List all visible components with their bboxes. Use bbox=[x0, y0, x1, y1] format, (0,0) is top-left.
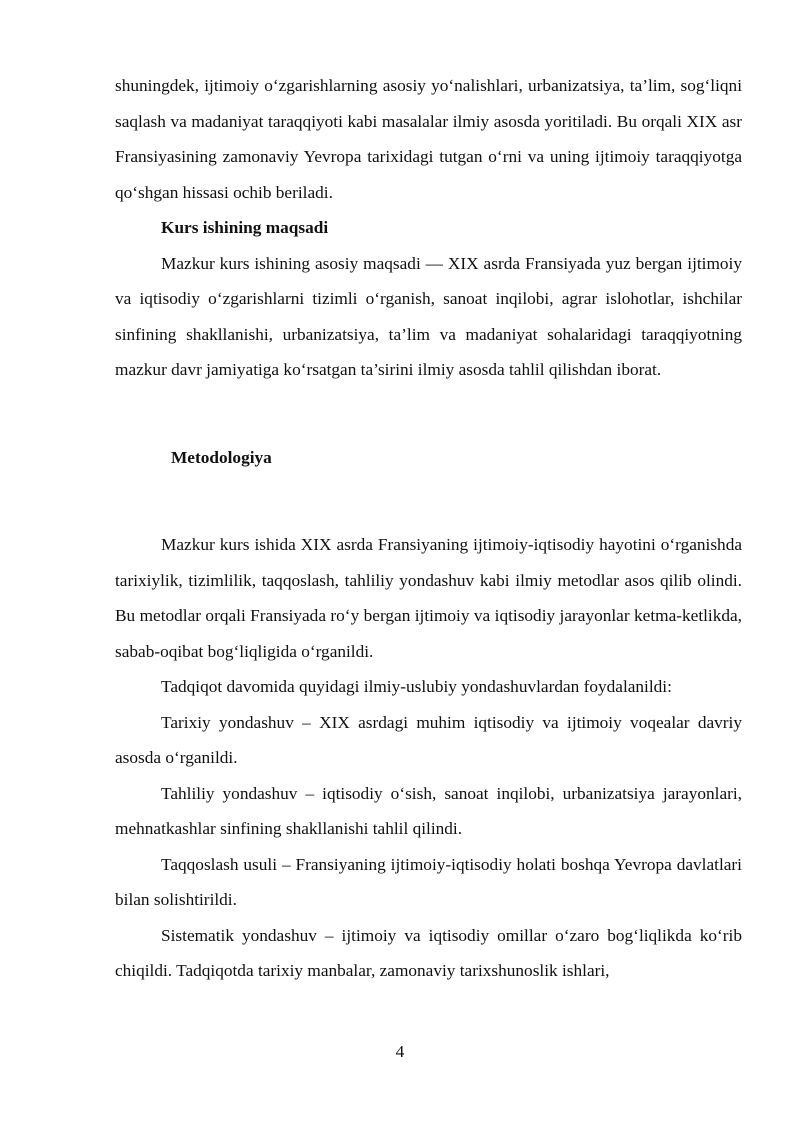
intro-paragraph: shuningdek, ijtimoiy o‘zgarishlarning asosiy yo‘nalishlari, urbanizatsiya, ta’lim, sog‘liqni saqlash va madaniyat taraqqiyoti kabi masalalar ilmiy asosda yoritiladi. Bu orqali XIX asr Fransiyasining zamonaviy Yevropa tarixidagi tutgan o‘rni va uning ijtimoiy taraqqiyotga qo‘shgan hissasi ochib beriladi. bbox=[115, 76, 742, 202]
methodology-paragraph: Sistematik yondashuv – ijtimoiy va iqtisodiy omillar o‘zaro bog‘liqlikda ko‘rib chiqildi. Tadqiqotda tarixiy manbalar, zamonaviy tarixshunoslik ishlari, bbox=[115, 925, 742, 980]
methodology-paragraph: Taqqoslash usuli – Fransiyaning ijtimoiy-iqtisodiy holati boshqa Yevropa davlatlari bilan solishtirildi. bbox=[115, 854, 742, 909]
methodology-paragraph: Tadqiqot davomida quyidagi ilmiy-uslubiy yondashuvlardan foydalanildi: bbox=[161, 677, 672, 696]
section-spacer bbox=[115, 388, 742, 440]
methodology-heading: Metodologiya bbox=[171, 447, 272, 467]
section-spacer bbox=[115, 475, 742, 527]
document-page bbox=[115, 68, 742, 989]
methodology-paragraph: Tarixiy yondashuv – XIX asrdagi muhim iqtisodiy va ijtimoiy voqealar davriy asosda o‘rganildi. bbox=[115, 712, 742, 767]
goal-heading: Kurs ishining maqsadi bbox=[161, 218, 329, 237]
methodology-paragraph: Mazkur kurs ishida XIX asrda Fransiyaning ijtimoiy-iqtisodiy hayotini o‘rganishda tarixiylik, tizimlilik, taqqoslash, tahliliy yondashuv kabi ilmiy metodlar asos qilib olindi. Bu metodlar orqali Fransiyada ro‘y bergan ijtimoiy va iqtisodiy jarayonlar ketma-ketlikda, sabab-oqibat bog‘liqligida o‘rganildi. bbox=[115, 535, 742, 661]
page-number: 4 bbox=[395, 1042, 405, 1061]
methodology-paragraph: Tahliliy yondashuv – iqtisodiy o‘sish, sanoat inqilobi, urbanizatsiya jarayonlari, mehnatkashlar sinfining shakllanishi tahlil qilindi. bbox=[115, 783, 742, 838]
goal-paragraph: Mazkur kurs ishining asosiy maqsadi — XIX asrda Fransiyada yuz bergan ijtimoiy va iqtisodiy o‘zgarishlarni tizimli o‘rganish, sanoat inqilobi, agrar islohotlar, ishchilar sinfining shakllanishi, urbanizatsiya, ta’lim va madaniyat sohalaridagi taraqqiyotning mazkur davr jamiyatiga ko‘rsatgan ta’sirini ilmiy asosda tahlil qilishdan iborat. bbox=[115, 253, 742, 379]
